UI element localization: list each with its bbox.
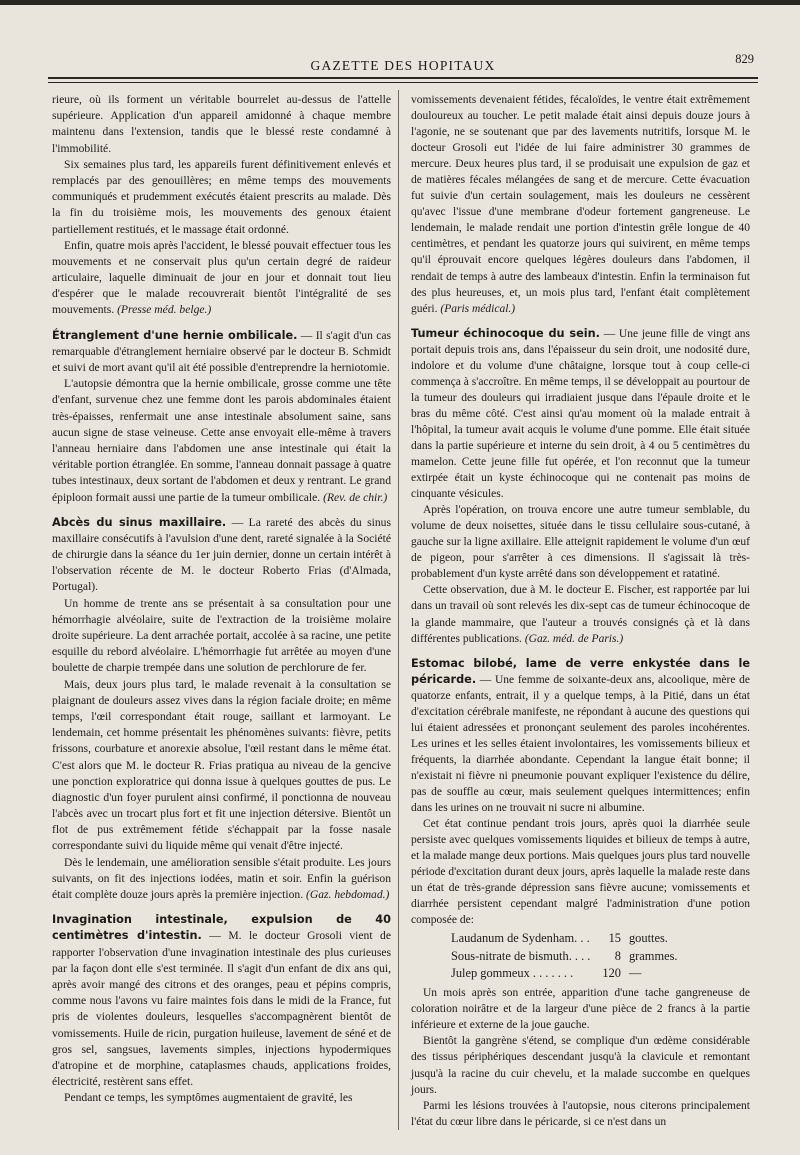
source-citation: (Rev. de chir.) xyxy=(323,490,388,504)
prescription-row xyxy=(451,930,690,947)
article-heading: Estomac bilobé, lame de verre enkystée dans le péricarde. xyxy=(411,656,750,686)
article-tumeur: Tumeur échinocoque du sein. — Une jeune fille de vingt ans portait depuis trois ans, dans l'épaisseur du sein droit, une nodosité dure, indolore et du volume d'une châtaigne, lorsque tout à coup celle-ci commença à s'accroître. En même temps, il se développait au pourtour de la tumeur des douleurs qui irradiaient jusque dans l'épaule droite et le bras du même côté. C'est ainsi qu'au moment où la malade entrait à l'hôpital, la tumeur avait acquis le volume d'une pomme. Elle était située dans la partie supérieure et interne du sein droit, à 4 ou 5 centimètres du mamelon. Cette jeune fille fut opérée, et l'on reconnut que la tumeur extirpée était un kyste échinocoque qui ne contenait pas moins de cinquante vésicules. xyxy=(411,326,750,501)
article-heading: Étranglement d'une hernie ombilicale. xyxy=(52,328,298,342)
paragraph: Après l'opération, on trouva encore une autre tumeur semblable, du volume de deux noisettes, située dans le tissu cellulaire sous-cutané, à gauche sur la ligne axillaire. Elle atteignit rapidement le volume d'un œuf de pigeon, pour s'arrêter à ces dimensions. Il s'agissait là très-probablement d'un kyste arrêté dans son développement et ratatiné. xyxy=(411,504,750,581)
top-border xyxy=(0,0,800,5)
unit: grammes. xyxy=(628,948,678,963)
unit: gouttes. xyxy=(628,931,668,946)
paragraph: vomissements devenaient fétides, fécaloïdes, le ventre était extrêmement douloureux au toucher. Le petit malade était ainsi depuis douze jours à l'agonie, ne se soutenant que par des lavements nutritifs, lorsque M. le docteur Grosoli eut l'idée de lui faire administrer 30 grammes de mercure. Deux heures plus tard, il se produisait une expulsion de gaz et de matières fécales mélangées de sang et de mercure. Cette évacuation fut suivie d'un certain soulagement, mais les douleurs ne cessèrent qu'avec l'issue d'une membrane d'odeur fortement gangreneuse. Le lendemain, le malade rendait une portion d'intestin grêle longue de 40 centimètres, et pendant les quatorze jours qui suivirent, en même temps qu'il éprouvait encore quelques légères douleurs dans l'abdomen, il rendait de temps à autre des lambeaux d'intestin. Enfin la terminaison fut des plus heureuses, et, un mois plus tard, l'enfant était complètement guéri. (Paris médical.) xyxy=(411,94,750,315)
source-citation: (Gaz. méd. de Paris.) xyxy=(524,632,624,645)
paragraph: Dès le lendemain, une amélioration sensible s'était produite. Les jours suivants, on fit des injections iodées, matin et soir. Enfin la guérison était complète douze jours après la première injection. (Gaz. hebdomad.) xyxy=(52,855,391,901)
article-hernie: Étranglement d'une hernie ombilicale. — Il s'agit d'un cas remarquable d'étranglement herniaire observé par le docteur B. Schmidt et suivi de mort avant qu'il ait été possible d'entreprendre la herniotomie. xyxy=(52,328,391,374)
quantity: 120 xyxy=(602,965,621,980)
article-heading: Invagination intestinale, expulsion de 40 centimètres d'intestin. xyxy=(52,913,391,943)
article-heading: Abcès du sinus maxillaire. xyxy=(52,515,227,529)
ingredient: Laudanum de Sydenham. . . xyxy=(451,931,590,946)
prescription-row xyxy=(451,948,690,965)
paragraph: Un homme de trente ans se présentait à sa consultation pour une hémorrhagie alvéolaire, suite de l'extraction de la troisième molaire droite supérieure. La dent arrachée portait, accolée à sa racine, une petite esquille du rebord alvéolaire. L'hémorrhagie fut arrêtée au moyen d'une boulette de charpie trempée dans une solution de perchlorure de fer. xyxy=(52,596,391,675)
ingredient: Sous-nitrate de bismuth. . . . xyxy=(451,948,591,963)
paragraph: Six semaines plus tard, les appareils furent définitivement enlevés et remplacés par des genouillères; en même temps des mouvements communiqués et prudemment exécutés étaient prescrits au malade. Dès la fin du troisième mois, les mouvements des genoux étaient partiellement restitués, et le massage était ordonné. xyxy=(52,157,391,236)
paragraph: Pendant ce temps, les symptômes augmentaient de gravité, les xyxy=(64,1091,353,1105)
paragraph: rieure, où ils forment un véritable bourrelet au-dessus de l'attelle supérieure. Application d'un appareil amidonné à chaque membre maintenu dans l'extension, tandis que le blessé reste condamné à l'immobilité. xyxy=(52,93,391,155)
page-header xyxy=(48,52,758,76)
prescription-table xyxy=(451,930,690,982)
article-abces: Abcès du sinus maxillaire. — La rareté des abcès du sinus maxillaire consécutifs à l'avulsion d'une dent, rareté signalée à la Société de chirurgie dans la séance du 1er juin dernier, donne un certain intérêt à l'observation récente de M. le docteur Roberto Frias (d'Almada, Portugal). xyxy=(52,515,391,594)
source-citation: (Paris médical.) xyxy=(440,302,516,315)
article-invagination: Invagination intestinale, expulsion de 40 centimètres d'intestin. — M. le docteur Grosoli vient de rapporter l'observation d'une invagination intestinale des plus curieuses par la façon dont elle s'est terminée. Il s'agit d'un enfant de dix ans qui, après avoir mangé des citrons et des oranges, peau et pépins compris, comme nous l'avons vu faire maintes fois dans le midi de la France, fut pris de violentes douleurs, lesquelles s'accompagnèrent bientôt de vomissements. Huile de ricin, purgation huileuse, lavement de séné et de gros sel, sangsues, lavements simples, injections hypodermiques d'atropine et de morphine, cataplasmes chauds, applications froides, électricité, restèrent sans effet. xyxy=(52,913,391,1089)
page-number: 829 xyxy=(735,52,754,66)
header-rule-thick xyxy=(48,77,758,79)
paragraph: Un mois après son entrée, apparition d'une tache gangreneuse de coloration noirâtre et de la largeur d'une pièce de 2 francs à la partie inférieure et externe de la joue gauche. xyxy=(411,987,750,1032)
article-estomac: Estomac bilobé, lame de verre enkystée dans le péricarde. — Une femme de soixante-deux ans, alcoolique, mère de quatorze enfants, entrait, il y a quelque temps, à la Pitié, dans un état d'excitation cérébrale manifeste, ne répondant à aucune des questions qui lui étaient adressées et prononçant seulement des paroles incohérentes. Les urines et les selles étaient involontaires, les vomissements bilieux et fréquents, la diarrhée abondante. Cependant la langue était bonne; il n'existait ni fièvre ni pneumonie pouvant expliquer l'existence du délire, pas de souffle au cœur, mais seulement quelques intermittences; enfin dans les urines on ne trouvait ni sucre ni albumine. xyxy=(411,656,750,815)
paragraph: Parmi les lésions trouvées à l'autopsie, nous citerons principalement l'état du cœur libre dans le péricarde, si ce n'est dans un xyxy=(411,1099,750,1128)
paragraph: Mais, deux jours plus tard, le malade revenait à la consultation se plaignant de douleurs assez vives dans la région faciale droite; en même temps, l'œil correspondant était rouge, saillant et larmoyant. Le lendemain, cet homme présentait les phénomènes suivants: fièvre, petits frissons, courbature et anorexie absolue, l'œil restant dans le même état. C'est alors que M. le docteur R. Frias pratiqua au niveau de la gencive une ponction exploratrice qui donna issue à quelques gouttes de pus. Le diagnostic d'un foyer purulent ainsi confirmé, il ponctionna de nouveau l'abcès avec un trocart plus fort et fit une injection détersive. Bientôt un flot de pus extrêmement fétide s'échappait par la fosse nasale correspondante suivi du liquide même qui venait d'être injecté. xyxy=(52,677,391,853)
right-column xyxy=(411,92,750,1130)
quantity: 15 xyxy=(608,931,621,946)
quantity: 8 xyxy=(614,948,621,963)
ingredient: Julep gommeux . . . . . . . xyxy=(451,965,574,980)
source-citation: (Presse méd. belge.) xyxy=(117,303,212,317)
unit: — xyxy=(628,965,642,980)
journal-title: GAZETTE DES HOPITAUX xyxy=(310,58,496,73)
paragraph: Cette observation, due à M. le docteur E. Fischer, est rapportée par lui dans un travail où sont relevés les dix-sept cas de tumeur échinocoque de la glande mammaire, que l'auteur a trouvés consignés çà et là dans différentes publications. (Gaz. méd. de Paris.) xyxy=(411,584,750,645)
paragraph: Cet état continue pendant trois jours, après quoi la diarrhée seule persiste avec quelques vomissements liquides et bilieux de temps à autre, et la malade mange deux portions. Mais quelques jours plus tard nouvelle période d'excitation durant deux jours, après laquelle la malade reste dans un état de très-grande dépression sans fièvre aucune; vomissements et diarrhée persistent cependant malgré l'administration d'une potion composée de: xyxy=(411,818,750,927)
left-column xyxy=(52,92,391,1106)
column-divider xyxy=(398,90,399,1130)
header-rule-thin xyxy=(48,82,758,83)
source-citation: (Gaz. hebdomad.) xyxy=(306,888,390,901)
prescription-row xyxy=(451,965,690,982)
paragraph: L'autopsie démontra que la hernie ombilicale, grosse comme une tête d'enfant, survenue chez une femme dont les parois abdominales étaient très-épaisses, renfermait une anse intestinale absolument saine, sans aucun signe de stase veineuse. Cette anse envoyait elle-même à travers l'anneau herniaire dans l'abdomen une anse intestinale qui était la véritable portion étranglée. En somme, l'anneau donnait passage à quatre tubes intestinaux, deux sortant de l'abdomen et deux y rentrant. Le grand épiploon formait aussi une partie de la tumeur ombilicale. (Rev. de chir.) xyxy=(52,377,391,504)
paragraph: Enfin, quatre mois après l'accident, le blessé pouvait effectuer tous les mouvements et ne conservait plus qu'un certain degré de raideur articulaire, laquelle diminuait de jour en jour et donnait tout lieu d'espérer que le malade recouvrerait bientôt l'intégralité de ses mouvements. (Presse méd. belge.) xyxy=(52,238,391,317)
paragraph: Bientôt la gangrène s'étend, se complique d'un œdème considérable des tissus périphériques descendant jusqu'à la clavicule et remontant jusqu'à la racine du cuir chevelu, et la malade succombe en quelques jours. xyxy=(411,1035,750,1096)
article-heading: Tumeur échinocoque du sein. xyxy=(411,326,600,340)
